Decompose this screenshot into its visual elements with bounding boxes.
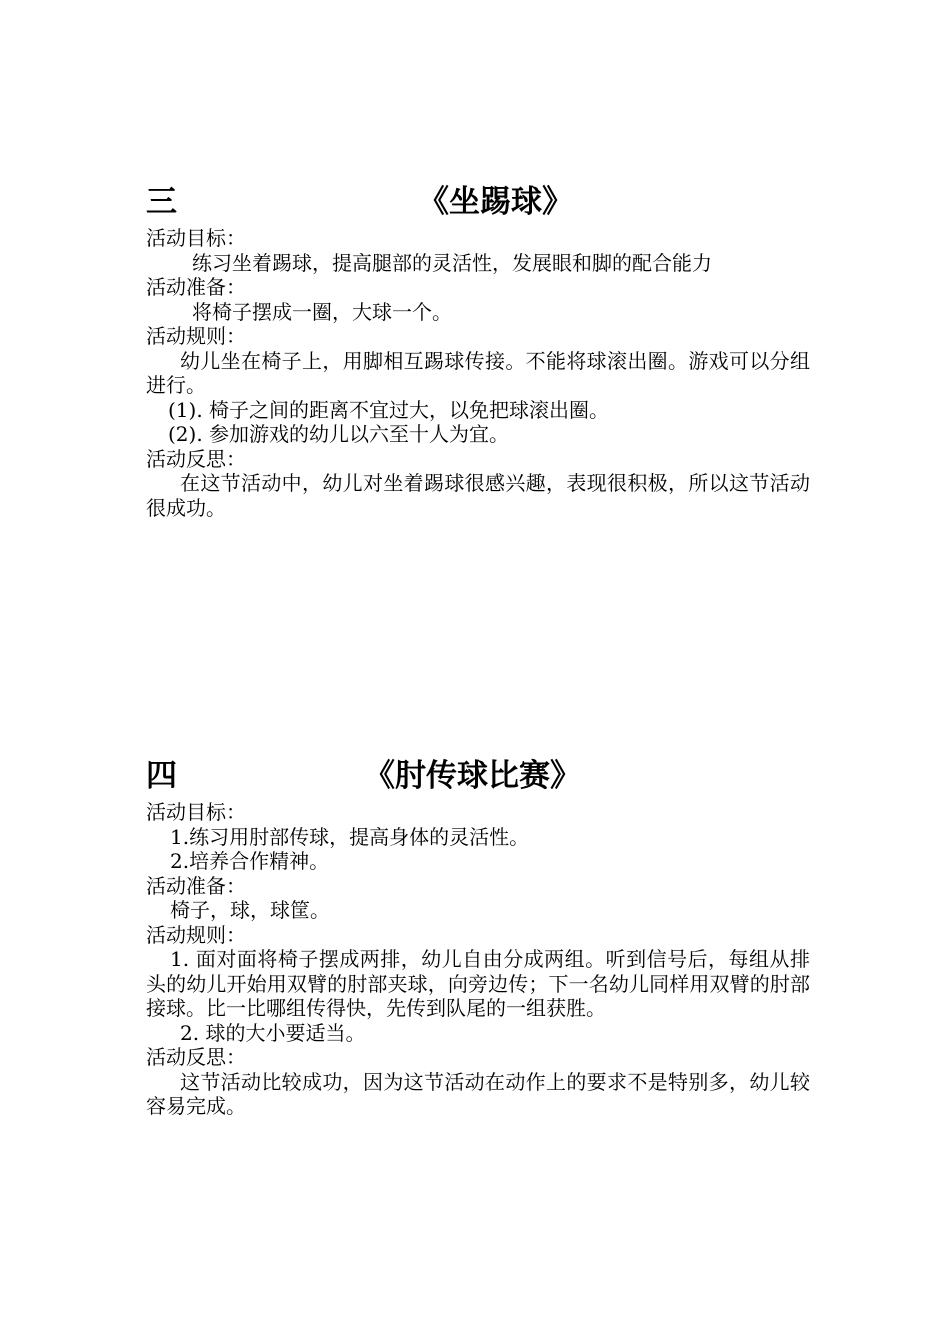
goal-label: 活动目标： bbox=[146, 800, 246, 824]
rules-label: 活动规则： bbox=[146, 922, 246, 947]
section-title: 《坐踢球》 bbox=[418, 184, 573, 220]
goal-item-1: 1.练习用肘部传球，提高身体的灵活性。 bbox=[170, 824, 530, 849]
reflect-text: 这节活动比较成功，因为这节活动在动作上的要求不是特别多，幼儿较容易完成。 bbox=[146, 1069, 810, 1118]
section-number: 三 bbox=[146, 184, 177, 220]
rules-text: 1. 面对面将椅子摆成两排，幼儿自由分成两组。听到信号后，每组从排头的幼儿开始用双臂的肘部夹球，向旁边传；下一名幼儿同样用双臂的肘部接球。比一比哪组传得快，先传到队尾的一组获胜。 bbox=[146, 947, 810, 1020]
reflect-label: 活动反思： bbox=[146, 446, 246, 471]
prep-label: 活动准备： bbox=[146, 275, 246, 299]
section-number: 四 bbox=[146, 758, 177, 794]
section-title: 《肘传球比赛》 bbox=[364, 758, 581, 794]
rules-item-2: 2. 球的大小要适当。 bbox=[180, 1020, 366, 1045]
reflect-label: 活动反思： bbox=[146, 1045, 246, 1069]
section-heading bbox=[146, 752, 810, 800]
goal-item-2: 2.培养合作精神。 bbox=[170, 849, 330, 873]
reflect-text: 在这节活动中，幼儿对坐着踢球很感兴趣，表现很积极，所以这节活动很成功。 bbox=[146, 471, 810, 520]
rules-item-1: (1). 椅子之间的距离不宜过大，以免把球滚出圈。 bbox=[168, 397, 610, 422]
section-zhou-chuan-qiu bbox=[146, 752, 810, 1119]
section-heading bbox=[146, 178, 810, 226]
prep-text: 将椅子摆成一圈，大球一个。 bbox=[192, 299, 452, 324]
prep-label: 活动准备： bbox=[146, 873, 246, 898]
goal-text: 练习坐着踢球，提高腿部的灵活性，发展眼和脚的配合能力 bbox=[192, 250, 712, 275]
rules-item-2: (2). 参加游戏的幼儿以六至十人为宜。 bbox=[168, 422, 510, 446]
prep-text: 椅子，球，球筐。 bbox=[170, 898, 330, 922]
section-zuo-ti-qiu bbox=[146, 178, 810, 520]
rules-text: 幼儿坐在椅子上，用脚相互踢球传接。不能将球滚出圈。游戏可以分组进行。 bbox=[146, 348, 810, 397]
rules-label: 活动规则： bbox=[146, 324, 246, 348]
goal-label: 活动目标： bbox=[146, 226, 246, 250]
